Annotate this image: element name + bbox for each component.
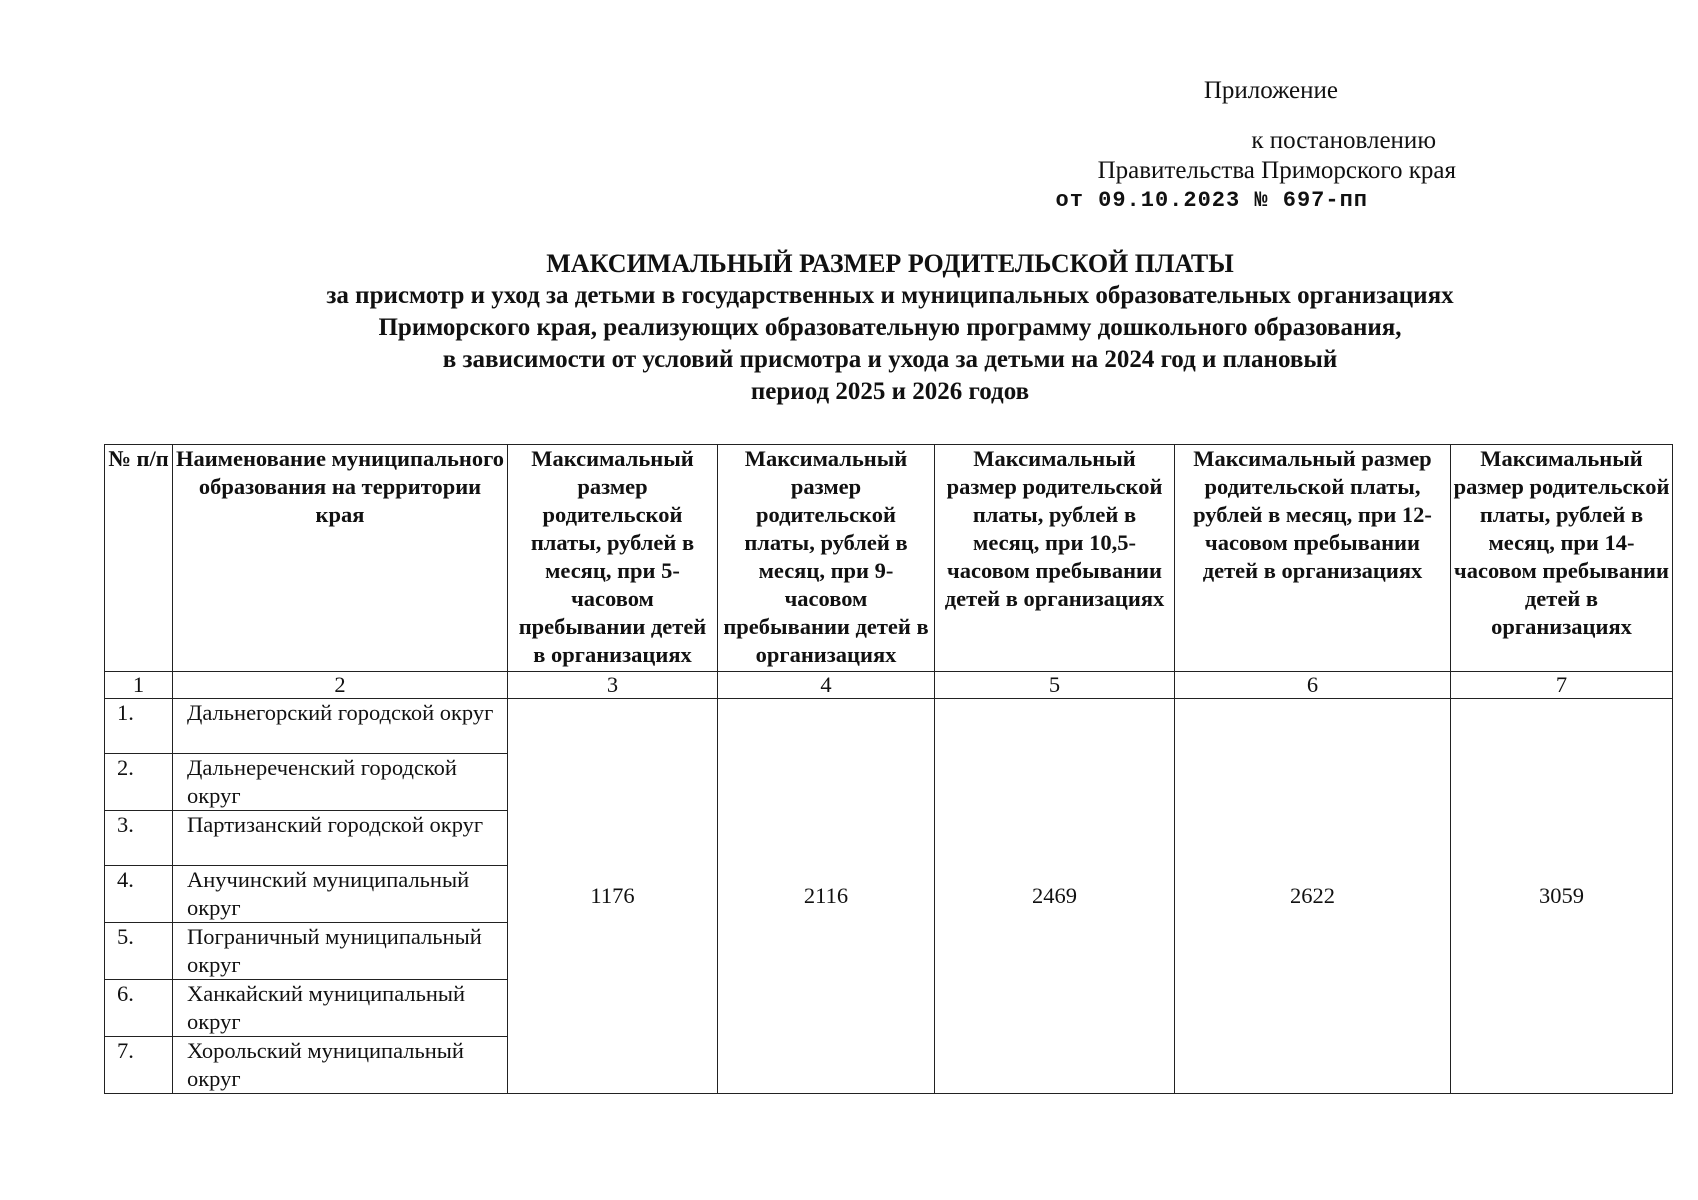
municipality-name: Дальнереченский городской округ [173,754,508,811]
column-number: 4 [718,672,935,699]
column-number: 5 [935,672,1175,699]
municipality-name: Ханкайский муниципальный округ [173,980,508,1037]
fee-14h-value: 3059 [1451,699,1673,1094]
header-cell-12h: Максимальный размер родительской платы, рублей в месяц, при 12-часовом пребывании детей в организациях [1175,445,1451,672]
row-number: 1. [105,699,173,754]
table-header-row [105,445,1673,672]
heading-line-4: период 2025 и 2026 годов [750,378,1030,405]
header-cell-number: № п/п [105,445,173,672]
heading-main: МАКСИМАЛЬНЫЙ РАЗМЕР РОДИТЕЛЬСКОЙ ПЛАТЫ [546,249,1234,278]
header-cell-5h: Максимальный размер родительской платы, рублей в месяц, при 5-часовом пребывании детей в организациях [508,445,718,672]
header-cell-9h: Максимальный размер родительской платы, рублей в месяц, при 9-часовом пребывании детей в организациях [718,445,935,672]
header-cell-14h: Максимальный размер родительской платы, рублей в месяц, при 14-часовом пребывании детей в организациях [1451,445,1673,672]
municipality-name: Дальнегорский городской округ [173,699,508,754]
fee-table [104,444,1673,1094]
municipality-name: Хорольский муниципальный округ [173,1037,508,1094]
row-number: 3. [105,811,173,866]
column-number: 2 [173,672,508,699]
appendix-title: Приложение [1203,77,1338,104]
heading-line-1: за присмотр и уход за детьми в государственных и муниципальных образовательных организациях [326,282,1454,309]
appendix-block [1036,76,1456,216]
column-number: 7 [1451,672,1673,699]
table-row [105,699,1673,754]
heading-line-2: Приморского края, реализующих образовательную программу дошкольного образования, [378,314,1402,341]
header-cell-10-5h: Максимальный размер родительской платы, рублей в месяц, при 10,5-часовом пребывании детей в организациях [935,445,1175,672]
row-number: 4. [105,866,173,923]
fee-10-5h-value: 2469 [935,699,1175,1094]
fee-9h-value: 2116 [718,699,935,1094]
row-number: 6. [105,980,173,1037]
document-heading [0,248,1698,408]
heading-line-3: в зависимости от условий присмотра и ухода за детьми на 2024 год и плановый [442,346,1338,373]
appendix-date-number: от 09.10.2023 № 697-пп [1055,188,1368,213]
column-number: 6 [1175,672,1451,699]
header-cell-municipality: Наименование муниципального образования на территории края [173,445,508,672]
row-number: 5. [105,923,173,980]
column-number: 1 [105,672,173,699]
municipality-name: Анучинский муниципальный округ [173,866,508,923]
row-number: 2. [105,754,173,811]
fee-12h-value: 2622 [1175,699,1451,1094]
column-number: 3 [508,672,718,699]
fee-5h-value: 1176 [508,699,718,1094]
column-number-row [105,672,1673,699]
municipality-name: Партизанский городской округ [173,811,508,866]
appendix-line-2: Правительства Приморского края [1097,157,1456,184]
municipality-name: Пограничный муниципальный округ [173,923,508,980]
row-number: 7. [105,1037,173,1094]
appendix-line-1: к постановлению [1251,127,1436,154]
